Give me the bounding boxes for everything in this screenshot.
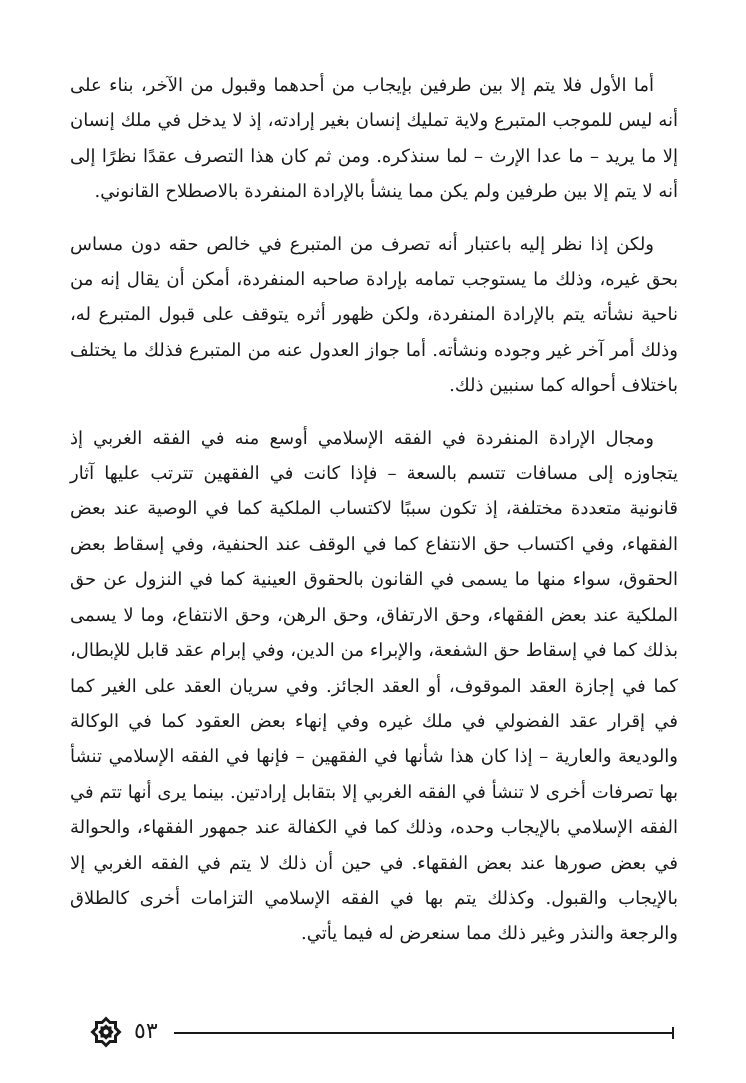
paragraph-2: ولكن إذا نظر إليه باعتبار أنه تصرف من المتبرع في خالص حقه دون مساس بحق غيره، وذلك ما يستوجب تمامه بإرادة صاحبه المنفردة، أمكن أن يقال إنه من ناحية نشأته يتم بالإرادة المنفردة، ولكن ظهور أثره يتوقف على قبول المتبرع له، وذلك أمر آخر غير وجوده ونشأته. أما جواز العدول عنه من المتبرع فذلك ما يختلف باختلاف أحواله كما سنبين ذلك.: [70, 233, 678, 397]
page-number: ٥٣: [134, 1019, 158, 1044]
footer-rule: [174, 1032, 674, 1034]
footer-rule-end: [672, 1027, 674, 1039]
page-footer: [80, 1010, 680, 1054]
star-ornament-icon: [88, 1014, 124, 1050]
page-body: [70, 68, 678, 952]
paragraph-3: ومجال الإرادة المنفردة في الفقه الإسلامي أوسع منه في الفقه الغربي إذ يتجاوزه إلى مسافات تتسم بالسعة – فإذا كانت في الفقهين تترتب عليها آثار قانونية متعددة مختلفة، إذ تكون سببًا لاكتساب الملكية كما في الوصية عند بعض الفقهاء، وفي اكتساب حق الانتفاع كما في الوقف عند الحنفية، وفي إسقاط بعض الحقوق، سواء منها ما يسمى في القانون بالحقوق العينية كما في النزول عن حق الملكية عند بعض الفقهاء، وحق الارتفاق، وحق الرهن، وحق الانتفاع، وما لا يسمى بذلك كما في إسقاط حق الشفعة، والإبراء من الدين، وفي إبرام عقد قابل للإبطال، كما في إجازة العقد الموقوف، أو العقد الجائز. وفي سريان العقد على الغير كما في إقرار عقد الفضولي في ملك غيره وفي إنهاء بعض العقود كما في الوكالة والوديعة والعارية – إذا كان هذا شأنها في الفقهين – فإنها في الفقه الإسلامي تنشأ بها تصرفات أخرى لا تنشأ في الفقه الغربي إلا بتقابل إرادتين. بينما يرى أنها تتم في الفقه الإسلامي بالإيجاب وحده، وذلك كما في الكفالة عند جمهور الفقهاء، والحوالة في بعض صورها عند بعض الفقهاء. في حين أن ذلك لا يتم في الفقه الغربي إلا بالإيجاب والقبول. وكذلك يتم بها في الفقه الإسلامي التزامات أخرى كالطلاق والرجعة والنذر وغير ذلك مما سنعرض له فيما يأتي.: [70, 427, 678, 945]
paragraph-1: أما الأول فلا يتم إلا بين طرفين بإيجاب من أحدهما وقبول من الآخر، بناء على أنه ليس للموجب المتبرع ولاية تمليك إنسان بغير إرادته، إذ لا يدخل في ملك إنسان إلا ما يريد – ما عدا الإرث – لما سنذكره. ومن ثم كان هذا التصرف عقدًا نظرًا إلى أنه لا يتم إلا بين طرفين ولم يكن مما ينشأ بالإرادة المنفردة بالاصطلاح القانوني.: [70, 75, 678, 203]
